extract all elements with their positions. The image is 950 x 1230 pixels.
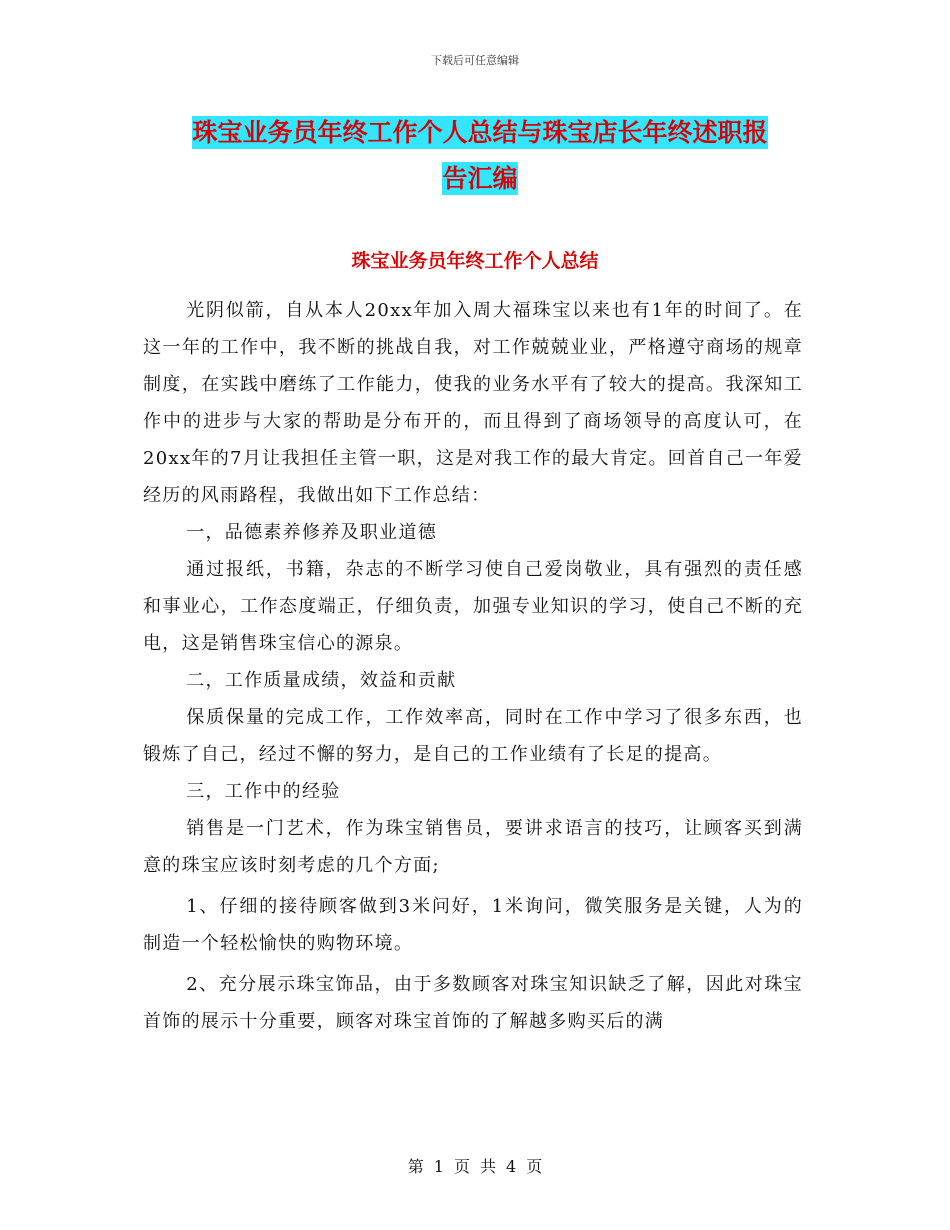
heading-item-2: 二，工作质量成绩，效益和贡献 bbox=[186, 670, 457, 691]
paragraph-item-3: 销售是一门艺术，作为珠宝销售员，要讲求语言的技巧，让顾客买到满意的珠宝应该时刻考虑的几个方面; bbox=[143, 818, 803, 876]
document-body bbox=[143, 292, 803, 1040]
footer-label-page: 第 bbox=[407, 1157, 424, 1176]
document-title-line-2: 告汇编 bbox=[442, 164, 518, 193]
header-note: 下载后可任意编辑 bbox=[431, 54, 519, 67]
paragraph-intro: 光阴似箭，自从本人20xx年加入周大福珠宝以来也有1年的时间了。在这一年的工作中，我不断的挑战自我，对工作兢兢业业，严格遵守商场的规章制度，在实践中磨练了工作能力，使我的业务水平有了较大的提高。我深知工作中的进步与大家的帮助是分布开的，而且得到了商场领导的高度认可，在20xx年的7月让我担任主管一职，这是对我工作的最大肯定。回首自己一年爱经历的风雨路程，我做出如下工作总结： bbox=[143, 300, 803, 506]
footer-label-total: 共 bbox=[480, 1157, 497, 1176]
paragraph-item-1: 通过报纸，书籍，杂志的不断学习使自己爱岗敬业，具有强烈的责任感和事业心，工作态度端正，仔细负责，加强专业知识的学习，使自己不断的充电，这是销售珠宝信心的源泉。 bbox=[143, 559, 803, 654]
heading-item-3: 三，工作中的经验 bbox=[186, 781, 341, 802]
document-title bbox=[140, 110, 820, 202]
section-title: 珠宝业务员年终工作个人总结 bbox=[351, 250, 599, 272]
paragraph-point-2: 2、充分展示珠宝饰品，由于多数顾客对珠宝知识缺乏了解，因此对珠宝首饰的展示十分重要，顾客对珠宝首饰的了解越多购买后的满 bbox=[143, 974, 803, 1032]
footer-label-total-unit: 页 bbox=[526, 1157, 543, 1176]
page-footer bbox=[0, 1154, 950, 1177]
footer-label-page-unit: 页 bbox=[453, 1157, 470, 1176]
paragraph-point-1: 1、仔细的接待顾客做到3米问好，1米询问，微笑服务是关键，人为的制造一个轻松愉快的购物环境。 bbox=[143, 896, 803, 954]
heading-item-1: 一，品德素养修养及职业道德 bbox=[186, 522, 438, 543]
paragraph-item-2: 保质保量的完成工作，工作效率高，同时在工作中学习了很多东西，也锻炼了自己，经过不懈的努力，是自己的工作业绩有了长足的提高。 bbox=[143, 707, 803, 765]
footer-page-number: 1 bbox=[433, 1157, 444, 1176]
footer-total-pages: 4 bbox=[506, 1157, 517, 1176]
document-title-line-1: 珠宝业务员年终工作个人总结与珠宝店长年终述职报 bbox=[192, 118, 768, 147]
